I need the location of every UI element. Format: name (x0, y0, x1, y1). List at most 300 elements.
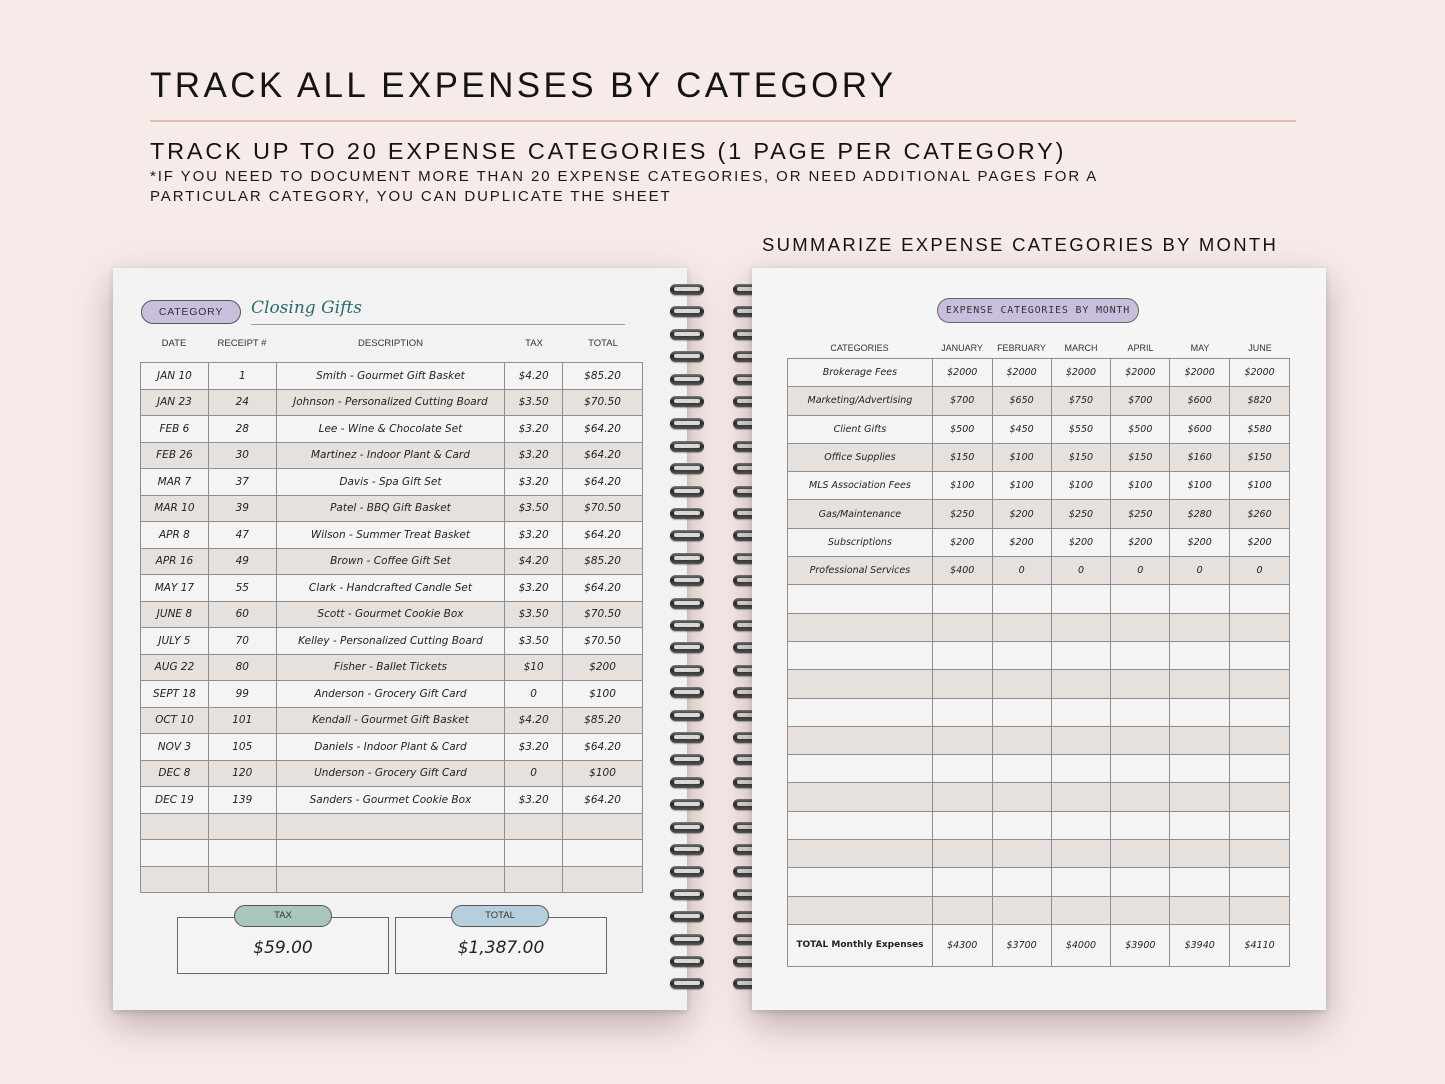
cell-date: MAR 7 (141, 469, 209, 496)
cell-tax: $3.50 (505, 628, 563, 655)
table-row (141, 416, 643, 443)
cell-category (788, 811, 933, 839)
cell-tax: $3.20 (505, 442, 563, 469)
cell-month-amount (1230, 698, 1290, 726)
cell-date: FEB 26 (141, 442, 209, 469)
cell-month-amount (932, 783, 992, 811)
cell-total: $70.50 (563, 495, 643, 522)
cell-month-amount (1111, 840, 1170, 868)
cell-month-amount: $700 (1111, 387, 1170, 415)
cell-month-amount (1230, 811, 1290, 839)
table-row (788, 387, 1290, 415)
cell-category (788, 641, 933, 669)
cell-description: Kelley - Personalized Cutting Board (276, 628, 504, 655)
cell-month-amount (1111, 868, 1170, 896)
cell-total (563, 866, 643, 893)
cell-description: Kendall - Gourmet Gift Basket (276, 707, 504, 734)
cell-description: Anderson - Grocery Gift Card (276, 681, 504, 708)
table-row (141, 681, 643, 708)
cell-category (788, 585, 933, 613)
cell-month-amount (1051, 896, 1111, 924)
cell-month-amount: $100 (1111, 472, 1170, 500)
cell-category (788, 840, 933, 868)
spiral-coil (670, 486, 704, 497)
cell-month-amount: $500 (932, 415, 992, 443)
left-page (113, 268, 687, 1010)
cell-month-amount (1051, 641, 1111, 669)
cell-month-amount (932, 811, 992, 839)
table-row (788, 641, 1290, 669)
cell-month-amount: $450 (992, 415, 1051, 443)
cell-description: Smith - Gourmet Gift Basket (276, 363, 504, 390)
cell-month-amount: $2000 (1111, 359, 1170, 387)
cell-month-amount (992, 670, 1051, 698)
cell-month-amount: $100 (1051, 472, 1111, 500)
cell-category (788, 670, 933, 698)
cell-tax: $3.20 (505, 522, 563, 549)
cell-receipt: 70 (208, 628, 276, 655)
cell-month-amount: 0 (1230, 557, 1290, 585)
total-month-amount: $3700 (992, 924, 1051, 966)
cell-month-amount: $100 (992, 472, 1051, 500)
cell-month-amount: $150 (1230, 443, 1290, 471)
header-subtitle: TRACK UP TO 20 EXPENSE CATEGORIES (1 PAGE PER CATEGORY) (150, 138, 1067, 164)
table-row (141, 628, 643, 655)
cell-month-amount (1111, 896, 1170, 924)
cell-description (276, 813, 504, 840)
cell-tax: $10 (505, 654, 563, 681)
cell-category: MLS Association Fees (788, 472, 933, 500)
spiral-coil (670, 642, 704, 653)
cell-description: Lee - Wine & Chocolate Set (276, 416, 504, 443)
cell-month-amount (1051, 755, 1111, 783)
spiral-coil (670, 598, 704, 609)
header-title: TRACK ALL EXPENSES BY CATEGORY (150, 66, 897, 105)
cell-month-amount (1230, 868, 1290, 896)
table-row (141, 575, 643, 602)
cell-month-amount (992, 840, 1051, 868)
cell-month-amount: $200 (1051, 528, 1111, 556)
cell-total (563, 813, 643, 840)
cell-tax: $4.20 (505, 363, 563, 390)
spiral-coil (670, 934, 704, 945)
cell-month-amount (1170, 613, 1230, 641)
cell-month-amount: $600 (1170, 415, 1230, 443)
cell-month-amount: $750 (1051, 387, 1111, 415)
cell-description (276, 840, 504, 867)
table-row (788, 443, 1290, 471)
cell-month-amount (932, 755, 992, 783)
cell-tax: $3.20 (505, 416, 563, 443)
cell-receipt: 120 (208, 760, 276, 787)
cell-month-amount: $160 (1170, 443, 1230, 471)
cell-category (788, 783, 933, 811)
category-name: Closing Gifts (251, 298, 362, 318)
cell-total: $200 (563, 654, 643, 681)
spiral-coil (670, 530, 704, 541)
cell-month-amount (992, 641, 1051, 669)
spiral-coil (670, 844, 704, 855)
cell-total: $70.50 (563, 628, 643, 655)
spiral-coil (670, 351, 704, 362)
table-row (141, 866, 643, 893)
cell-receipt (208, 866, 276, 893)
cell-total: $85.20 (563, 548, 643, 575)
cell-month-amount (1111, 783, 1170, 811)
total-month-amount: $4110 (1230, 924, 1290, 966)
table-row (141, 442, 643, 469)
cell-month-amount (1111, 726, 1170, 754)
total-label-pill: TOTAL (451, 905, 549, 927)
table-row (141, 495, 643, 522)
cell-month-amount: $550 (1051, 415, 1111, 443)
cell-category: Brokerage Fees (788, 359, 933, 387)
table-row (141, 760, 643, 787)
cell-month-amount: $200 (992, 500, 1051, 528)
cell-month-amount (1170, 896, 1230, 924)
cell-month-amount: $250 (1051, 500, 1111, 528)
cell-month-amount (992, 783, 1051, 811)
cell-receipt: 24 (208, 389, 276, 416)
cell-description: Johnson - Personalized Cutting Board (276, 389, 504, 416)
table-row (788, 557, 1290, 585)
cell-month-amount: $500 (1111, 415, 1170, 443)
cell-tax (505, 840, 563, 867)
spiral-coil (670, 732, 704, 743)
cell-month-amount (932, 840, 992, 868)
column-header-description: DESCRIPTION (358, 338, 423, 349)
cell-month-amount: $200 (1111, 528, 1170, 556)
cell-receipt: 60 (208, 601, 276, 628)
cell-tax: $4.20 (505, 707, 563, 734)
right-caption: SUMMARIZE EXPENSE CATEGORIES BY MONTH (762, 234, 1279, 255)
cell-month-amount (1230, 670, 1290, 698)
cell-description: Scott - Gourmet Cookie Box (276, 601, 504, 628)
cell-date: APR 8 (141, 522, 209, 549)
cell-month-amount (1230, 840, 1290, 868)
cell-date (141, 866, 209, 893)
cell-description (276, 866, 504, 893)
cell-month-amount: $200 (932, 528, 992, 556)
cell-month-amount (1230, 585, 1290, 613)
grand-total-box: $1,387.00 (395, 917, 607, 974)
cell-month-amount: $2000 (932, 359, 992, 387)
spiral-coil (670, 463, 704, 474)
table-row (788, 472, 1290, 500)
cell-month-amount (1170, 670, 1230, 698)
spiral-coil (670, 889, 704, 900)
cell-receipt: 28 (208, 416, 276, 443)
cell-description: Davis - Spa Gift Set (276, 469, 504, 496)
cell-month-amount: $2000 (992, 359, 1051, 387)
cell-month-amount: $150 (1051, 443, 1111, 471)
table-row (788, 415, 1290, 443)
cell-date: AUG 22 (141, 654, 209, 681)
cell-month-amount (1111, 585, 1170, 613)
cell-date: APR 16 (141, 548, 209, 575)
cell-month-amount: $580 (1230, 415, 1290, 443)
cell-receipt: 49 (208, 548, 276, 575)
cell-tax (505, 866, 563, 893)
cell-date: JULY 5 (141, 628, 209, 655)
cell-month-amount: 0 (1170, 557, 1230, 585)
cell-date: NOV 3 (141, 734, 209, 761)
cell-month-amount (992, 896, 1051, 924)
column-header-total: TOTAL (588, 338, 618, 349)
total-month-amount: $3900 (1111, 924, 1170, 966)
table-row (788, 840, 1290, 868)
cell-month-amount (1170, 783, 1230, 811)
cell-month-amount: $280 (1170, 500, 1230, 528)
cell-month-amount (1230, 613, 1290, 641)
table-row (141, 787, 643, 814)
table-row (788, 783, 1290, 811)
cell-month-amount: $200 (992, 528, 1051, 556)
cell-month-amount: $650 (992, 387, 1051, 415)
cell-tax: $3.50 (505, 495, 563, 522)
table-row (788, 698, 1290, 726)
cell-month-amount (1170, 868, 1230, 896)
summary-title-pill: EXPENSE CATEGORIES BY MONTH (937, 298, 1139, 323)
cell-tax: $3.50 (505, 389, 563, 416)
cell-category: Client Gifts (788, 415, 933, 443)
cell-month-amount (1051, 726, 1111, 754)
spiral-coil (670, 418, 704, 429)
cell-description: Sanders - Gourmet Cookie Box (276, 787, 504, 814)
total-month-amount: $4300 (932, 924, 992, 966)
cell-month-amount (1051, 811, 1111, 839)
spiral-coil (670, 374, 704, 385)
cell-total: $64.20 (563, 787, 643, 814)
spiral-coil (670, 329, 704, 340)
cell-month-amount (992, 755, 1051, 783)
table-row (141, 654, 643, 681)
cell-month-amount (1111, 698, 1170, 726)
cell-receipt: 139 (208, 787, 276, 814)
spiral-binding-left (670, 284, 710, 1000)
cell-category (788, 755, 933, 783)
cell-receipt: 105 (208, 734, 276, 761)
cell-category: Marketing/Advertising (788, 387, 933, 415)
table-row (141, 363, 643, 390)
table-row (788, 868, 1290, 896)
cell-date: MAR 10 (141, 495, 209, 522)
cell-month-amount (1170, 840, 1230, 868)
spiral-coil (670, 553, 704, 564)
category-label-pill: CATEGORY (141, 300, 241, 324)
cell-month-amount (932, 670, 992, 698)
column-header-categories: CATEGORIES (830, 343, 889, 353)
column-header-february: FEBRUARY (997, 343, 1046, 353)
total-month-amount: $3940 (1170, 924, 1230, 966)
cell-description: Underson - Grocery Gift Card (276, 760, 504, 787)
cell-date: DEC 8 (141, 760, 209, 787)
spiral-coil (670, 665, 704, 676)
cell-total: $64.20 (563, 522, 643, 549)
table-row (788, 670, 1290, 698)
cell-month-amount: $400 (932, 557, 992, 585)
cell-month-amount (932, 613, 992, 641)
cell-month-amount (932, 698, 992, 726)
cell-month-amount (1230, 783, 1290, 811)
table-row (788, 896, 1290, 924)
cell-tax: $3.20 (505, 734, 563, 761)
cell-month-amount: $100 (932, 472, 992, 500)
expense-table (140, 362, 643, 893)
cell-category: Gas/Maintenance (788, 500, 933, 528)
total-row (788, 924, 1290, 966)
cell-date: DEC 19 (141, 787, 209, 814)
cell-month-amount: $200 (1230, 528, 1290, 556)
cell-description: Daniels - Indoor Plant & Card (276, 734, 504, 761)
table-row (141, 601, 643, 628)
cell-date: JUNE 8 (141, 601, 209, 628)
table-row (141, 548, 643, 575)
spiral-coil (670, 956, 704, 967)
cell-month-amount: 0 (1051, 557, 1111, 585)
cell-category: Subscriptions (788, 528, 933, 556)
cell-month-amount: $700 (932, 387, 992, 415)
cell-total: $100 (563, 760, 643, 787)
cell-month-amount (1051, 585, 1111, 613)
column-header-april: APRIL (1127, 343, 1154, 353)
cell-description: Clark - Handcrafted Candle Set (276, 575, 504, 602)
cell-month-amount (1230, 726, 1290, 754)
cell-month-amount: $100 (1170, 472, 1230, 500)
cell-month-amount (1170, 726, 1230, 754)
table-row (788, 359, 1290, 387)
cell-month-amount: $150 (1111, 443, 1170, 471)
cell-tax: $4.20 (505, 548, 563, 575)
table-row (788, 500, 1290, 528)
column-header-march: MARCH (1064, 343, 1098, 353)
cell-month-amount (1170, 698, 1230, 726)
cell-category (788, 868, 933, 896)
tax-label-pill: TAX (234, 905, 332, 927)
cell-total (563, 840, 643, 867)
spiral-coil (670, 508, 704, 519)
total-label: TOTAL Monthly Expenses (788, 924, 933, 966)
spiral-coil (670, 754, 704, 765)
total-month-amount: $4000 (1051, 924, 1111, 966)
header-note: *IF YOU NEED TO DOCUMENT MORE THAN 20 EXPENSE CATEGORIES, OR NEED ADDITIONAL PAGES FOR A PARTICULAR CATEGORY, YOU CAN DUPLICATE THE SHEET (150, 168, 1098, 205)
cell-month-amount: $150 (932, 443, 992, 471)
cell-month-amount: $260 (1230, 500, 1290, 528)
cell-month-amount: $2000 (1051, 359, 1111, 387)
right-page (752, 268, 1326, 1010)
cell-tax: 0 (505, 760, 563, 787)
cell-month-amount (1170, 585, 1230, 613)
cell-receipt: 55 (208, 575, 276, 602)
cell-month-amount (992, 613, 1051, 641)
spiral-coil (670, 396, 704, 407)
column-header-date: DATE (161, 338, 187, 349)
cell-month-amount (1051, 613, 1111, 641)
cell-month-amount: 0 (992, 557, 1051, 585)
spiral-coil (670, 575, 704, 586)
cell-description: Patel - BBQ Gift Basket (276, 495, 504, 522)
spiral-coil (670, 687, 704, 698)
cell-total: $85.20 (563, 363, 643, 390)
cell-month-amount (1170, 641, 1230, 669)
cell-total: $64.20 (563, 469, 643, 496)
cell-receipt: 39 (208, 495, 276, 522)
spiral-coil (670, 911, 704, 922)
cell-date: FEB 6 (141, 416, 209, 443)
tax-total-box: $59.00 (177, 917, 389, 974)
table-row (788, 585, 1290, 613)
cell-month-amount (1051, 670, 1111, 698)
cell-tax: $3.20 (505, 469, 563, 496)
table-row (788, 613, 1290, 641)
cell-month-amount (1111, 811, 1170, 839)
cell-month-amount (932, 641, 992, 669)
column-header-may: MAY (1190, 343, 1210, 353)
table-row (141, 707, 643, 734)
cell-tax: 0 (505, 681, 563, 708)
cell-date: SEPT 18 (141, 681, 209, 708)
cell-total: $70.50 (563, 389, 643, 416)
cell-total: $64.20 (563, 734, 643, 761)
cell-month-amount (932, 726, 992, 754)
table-row (141, 840, 643, 867)
cell-month-amount: $2000 (1230, 359, 1290, 387)
table-row (141, 389, 643, 416)
cell-total: $64.20 (563, 575, 643, 602)
column-header-receipt: RECEIPT # (217, 338, 267, 349)
cell-month-amount (992, 811, 1051, 839)
cell-category: Professional Services (788, 557, 933, 585)
spiral-coil (670, 799, 704, 810)
table-row (788, 726, 1290, 754)
cell-month-amount: $200 (1170, 528, 1230, 556)
cell-month-amount (1230, 896, 1290, 924)
cell-month-amount (992, 698, 1051, 726)
cell-total: $85.20 (563, 707, 643, 734)
cell-receipt: 101 (208, 707, 276, 734)
cell-receipt: 99 (208, 681, 276, 708)
cell-month-amount (992, 868, 1051, 896)
cell-month-amount: $600 (1170, 387, 1230, 415)
table-row (141, 522, 643, 549)
cell-date: JAN 23 (141, 389, 209, 416)
cell-month-amount: $250 (1111, 500, 1170, 528)
cell-receipt: 37 (208, 469, 276, 496)
spiral-coil (670, 710, 704, 721)
cell-month-amount: $250 (932, 500, 992, 528)
cell-date: OCT 10 (141, 707, 209, 734)
spiral-coil (670, 284, 704, 295)
cell-category (788, 698, 933, 726)
cell-month-amount (1170, 755, 1230, 783)
cell-tax: $3.20 (505, 787, 563, 814)
cell-receipt (208, 813, 276, 840)
cell-month-amount (1170, 811, 1230, 839)
cell-category (788, 613, 933, 641)
table-row (141, 469, 643, 496)
cell-month-amount (1230, 755, 1290, 783)
cell-month-amount (932, 896, 992, 924)
cell-total: $100 (563, 681, 643, 708)
cell-category (788, 896, 933, 924)
cell-date (141, 813, 209, 840)
cell-month-amount (1111, 755, 1170, 783)
cell-description: Wilson - Summer Treat Basket (276, 522, 504, 549)
column-header-tax: TAX (525, 338, 543, 349)
spiral-coil (670, 978, 704, 989)
cell-description: Fisher - Ballet Tickets (276, 654, 504, 681)
cell-month-amount: $820 (1230, 387, 1290, 415)
